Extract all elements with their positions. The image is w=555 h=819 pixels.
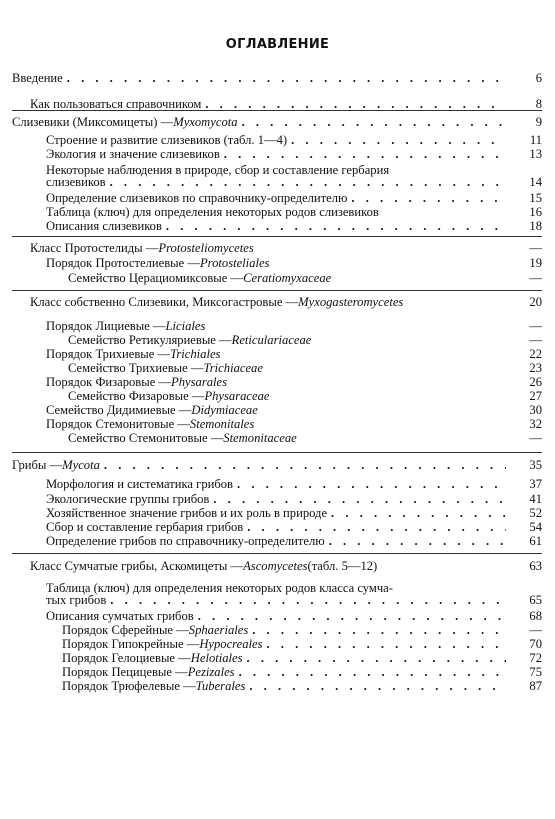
dot-leader: [247, 521, 506, 533]
toc-entry-title: Морфология и систематика грибов: [46, 477, 234, 491]
toc-entry-latin-name: Physaraceae: [204, 389, 270, 403]
toc-entry[interactable]: [46, 192, 542, 204]
dot-leader: [239, 666, 506, 678]
toc-entry-page-number: 18: [529, 219, 542, 233]
toc-entry-latin-name: Tuberales: [195, 679, 246, 693]
toc-entry[interactable]: [46, 206, 542, 218]
toc-entry[interactable]: [68, 334, 542, 346]
toc-entry-title: Порядок Гипокрейные —: [62, 637, 200, 651]
dot-leader: [267, 638, 507, 650]
toc-entry[interactable]: [68, 390, 542, 402]
toc-entry-page-number: 72: [529, 651, 542, 665]
toc-entry-title: Порядок Стемонитовые —: [46, 417, 190, 431]
dot-leader: [237, 478, 506, 490]
toc-entry-page-number: 22: [529, 347, 542, 361]
toc-entry-title: Семейство Трихиевые —: [68, 361, 204, 375]
toc-entry-title: Порядок Трихиевые —: [46, 347, 171, 361]
toc-entry[interactable]: [68, 432, 542, 444]
toc-entry-page-number: 37: [529, 477, 542, 491]
toc-entry-title: Некоторые наблюдения в природе, сбор и составление гербария: [46, 163, 390, 177]
toc-entry-title: Экология и значение слизевиков: [46, 147, 220, 161]
toc-entry-latin-name: Hypocreales: [199, 637, 263, 651]
toc-entry[interactable]: [30, 242, 542, 254]
toc-entry[interactable]: [62, 624, 542, 636]
toc-entry-page-number: 75: [529, 665, 542, 679]
section-divider: [12, 452, 542, 453]
dot-leader: [166, 220, 506, 232]
toc-entry-page-number: 9: [535, 115, 542, 129]
dot-leader: [247, 652, 506, 664]
dot-leader: [242, 116, 506, 128]
toc-entry-title: Класс собственно Слизевики, Миксогастровые —: [30, 295, 299, 309]
toc-entry-page-number: 65: [529, 593, 542, 607]
dot-leader: [205, 98, 506, 110]
toc-entry-title: Описания сумчатых грибов: [46, 609, 194, 623]
toc-entry-latin-name: Protosteliales: [199, 256, 270, 270]
toc-entry-latin-name: Pezizales: [187, 665, 235, 679]
toc-entry-title: Семейство Церациомиксовые —: [68, 271, 244, 285]
toc-entry-page-number: 70: [529, 637, 542, 651]
toc-entry[interactable]: [46, 148, 542, 160]
toc-entry-page-number: 41: [529, 492, 542, 506]
toc-entry[interactable]: [46, 478, 542, 490]
toc-entry[interactable]: [30, 98, 542, 110]
toc-entry-title: Хозяйственное значение грибов и их роль в природе: [46, 506, 328, 520]
toc-entry[interactable]: [46, 164, 542, 188]
toc-entry-title: Строение и развитие слизевиков (табл. 1—4): [46, 133, 288, 147]
dot-leader: [110, 594, 506, 606]
toc-entry-title: Порядок Трюфелевые —: [62, 679, 196, 693]
toc-entry-latin-name: Stemonitaceae: [223, 431, 297, 445]
toc-entry-page-number: 23: [529, 361, 542, 375]
toc-entry[interactable]: [46, 348, 542, 360]
toc-entry-latin-name: Protosteliomycetes: [158, 241, 254, 255]
toc-entry-page-number: —: [529, 319, 542, 333]
toc-entry-page-number: 27: [529, 389, 542, 403]
toc-entry[interactable]: [46, 320, 542, 332]
dot-leader: [110, 176, 506, 188]
toc-entry-title: Порядок Гелоциевые —: [62, 651, 191, 665]
toc-entry-page-number: 20: [529, 295, 542, 309]
toc-entry[interactable]: [46, 257, 542, 269]
toc-entry-page-number: 8: [535, 97, 542, 111]
toc-entry-title: Порядок Пецицевые —: [62, 665, 188, 679]
toc-entry-title: Порядок Физаровые —: [46, 375, 172, 389]
toc-entry[interactable]: [30, 296, 542, 308]
toc-entry[interactable]: [46, 404, 542, 416]
toc-entry[interactable]: [46, 507, 542, 519]
toc-entry-latin-name: Liciales: [165, 319, 206, 333]
toc-entry-page-number: 11: [529, 133, 542, 147]
toc-entry-page-number: 32: [529, 417, 542, 431]
toc-entry-page-number: 35: [529, 458, 542, 472]
dot-leader: [351, 192, 506, 204]
toc-entry-title: Сбор и составление гербария грибов: [46, 520, 244, 534]
page-title: ОГЛАВЛЕНИЕ: [225, 37, 330, 52]
toc-entry-page-number: 26: [529, 375, 542, 389]
toc-entry-title: Описания слизевиков: [46, 219, 162, 233]
dot-leader: [249, 680, 506, 692]
toc-entry[interactable]: [62, 666, 542, 678]
section-divider: [12, 553, 542, 554]
toc-entry-title: Введение: [12, 71, 63, 85]
toc-entry-page-number: 14: [529, 175, 542, 189]
toc-entry-page-number: 15: [529, 191, 542, 205]
toc-entry-title: Как пользоваться справочником: [30, 97, 202, 111]
toc-entry-title: Грибы —: [12, 458, 63, 472]
toc-entry-title: Слизевики (Миксомицеты) —: [12, 115, 174, 129]
dot-leader: [291, 134, 506, 146]
toc-entry-title: Класс Протостелиды —: [30, 241, 159, 255]
toc-entry-page-number: —: [529, 241, 542, 255]
dot-leader: [213, 493, 506, 505]
toc-entry-latin-name: Myxomycota: [173, 115, 238, 129]
section-divider: [12, 290, 542, 291]
toc-entry[interactable]: [46, 418, 542, 430]
toc-entry-latin-name: Sphaeriales: [188, 623, 249, 637]
toc-entry-page-number: 52: [529, 506, 542, 520]
toc-entry-title: Экологические группы грибов: [46, 492, 210, 506]
dot-leader: [252, 624, 506, 636]
toc-entry[interactable]: [62, 652, 542, 664]
toc-entry-latin-name: Ascomycetes: [243, 559, 308, 573]
toc-entry-latin-name: Trichiaceae: [203, 361, 263, 375]
toc-entry-note: (табл. 5—12): [307, 559, 378, 573]
toc-entry-title: слизевиков: [46, 175, 106, 189]
toc-entry[interactable]: [46, 134, 542, 146]
toc-entry[interactable]: [46, 376, 542, 388]
toc-entry-title: Семейство Дидимиевые —: [46, 403, 192, 417]
dot-leader: [331, 507, 506, 519]
toc-entry-page-number: 61: [529, 534, 542, 548]
toc-entry-title: Класс Сумчатые грибы, Аскомицеты —: [30, 559, 244, 573]
toc-entry[interactable]: [30, 560, 542, 572]
toc-entry-latin-name: Mycota: [62, 458, 100, 472]
toc-entry-title: Семейство Физаровые —: [68, 389, 205, 403]
toc-entry-latin-name: Stemonitales: [189, 417, 255, 431]
toc-entry-latin-name: Trichiales: [170, 347, 221, 361]
toc-entry[interactable]: [46, 610, 542, 622]
toc-entry-title: Порядок Сферейные —: [62, 623, 189, 637]
toc-entry[interactable]: [46, 493, 542, 505]
dot-leader: [329, 535, 506, 547]
toc-entry-title: Таблица (ключ) для определения некоторых родов слизевиков: [46, 205, 379, 219]
toc-entry-title: Семейство Стемонитовые —: [68, 431, 224, 445]
toc-entry-latin-name: Myxogasteromycetes: [298, 295, 404, 309]
toc-entry-latin-name: Helotiales: [190, 651, 243, 665]
toc-entry[interactable]: [68, 272, 542, 284]
toc-entry-page-number: —: [529, 271, 542, 285]
toc-entry-page-number: 13: [529, 147, 542, 161]
toc-entry-title: Порядок Лициевые —: [46, 319, 166, 333]
toc-entry[interactable]: [12, 72, 542, 84]
toc-entry-title: Таблица (ключ) для определения некоторых родов класса сумча-: [46, 581, 393, 595]
toc-entry-title: Семейство Ретикуляриевые —: [68, 333, 232, 347]
toc-entry[interactable]: [62, 638, 542, 650]
toc-entry-page-number: 87: [529, 679, 542, 693]
toc-entry-page-number: —: [529, 431, 542, 445]
toc-entry-latin-name: Didymiaceae: [191, 403, 258, 417]
toc-entry-title: Определение слизевиков по справочнику-определителю: [46, 191, 348, 205]
toc-entry[interactable]: [12, 116, 542, 128]
dot-leader: [104, 459, 506, 471]
toc-entry[interactable]: [46, 582, 542, 606]
toc-entry-page-number: 19: [529, 256, 542, 270]
toc-entry-page-number: 63: [529, 559, 542, 573]
toc-entry-title: тых грибов: [46, 593, 107, 607]
toc-entry[interactable]: [46, 535, 542, 547]
toc-entry-title: Определение грибов по справочнику-определителю: [46, 534, 325, 548]
toc-entry-page-number: 16: [529, 205, 542, 219]
toc-entry-page-number: 6: [535, 71, 542, 85]
toc-entry[interactable]: [68, 362, 542, 374]
dot-leader: [224, 148, 506, 160]
dot-leader: [198, 610, 506, 622]
section-divider: [12, 236, 542, 237]
dot-leader: [67, 72, 506, 84]
toc-entry-latin-name: Reticulariaceae: [231, 333, 312, 347]
toc-entry-latin-name: Physarales: [171, 375, 228, 389]
toc-entry-page-number: 68: [529, 609, 542, 623]
toc-entry[interactable]: [46, 220, 542, 232]
toc-entry-page-number: 30: [529, 403, 542, 417]
toc-entry[interactable]: [12, 459, 542, 471]
toc-entry[interactable]: [46, 521, 542, 533]
toc-entry-title: Порядок Протостелиевые —: [46, 256, 200, 270]
toc-entry-page-number: —: [529, 623, 542, 637]
toc-entry-page-number: —: [529, 333, 542, 347]
toc-entry-page-number: 54: [529, 520, 542, 534]
toc-entry[interactable]: [62, 680, 542, 692]
toc-entry-latin-name: Ceratiomyxaceae: [243, 271, 332, 285]
